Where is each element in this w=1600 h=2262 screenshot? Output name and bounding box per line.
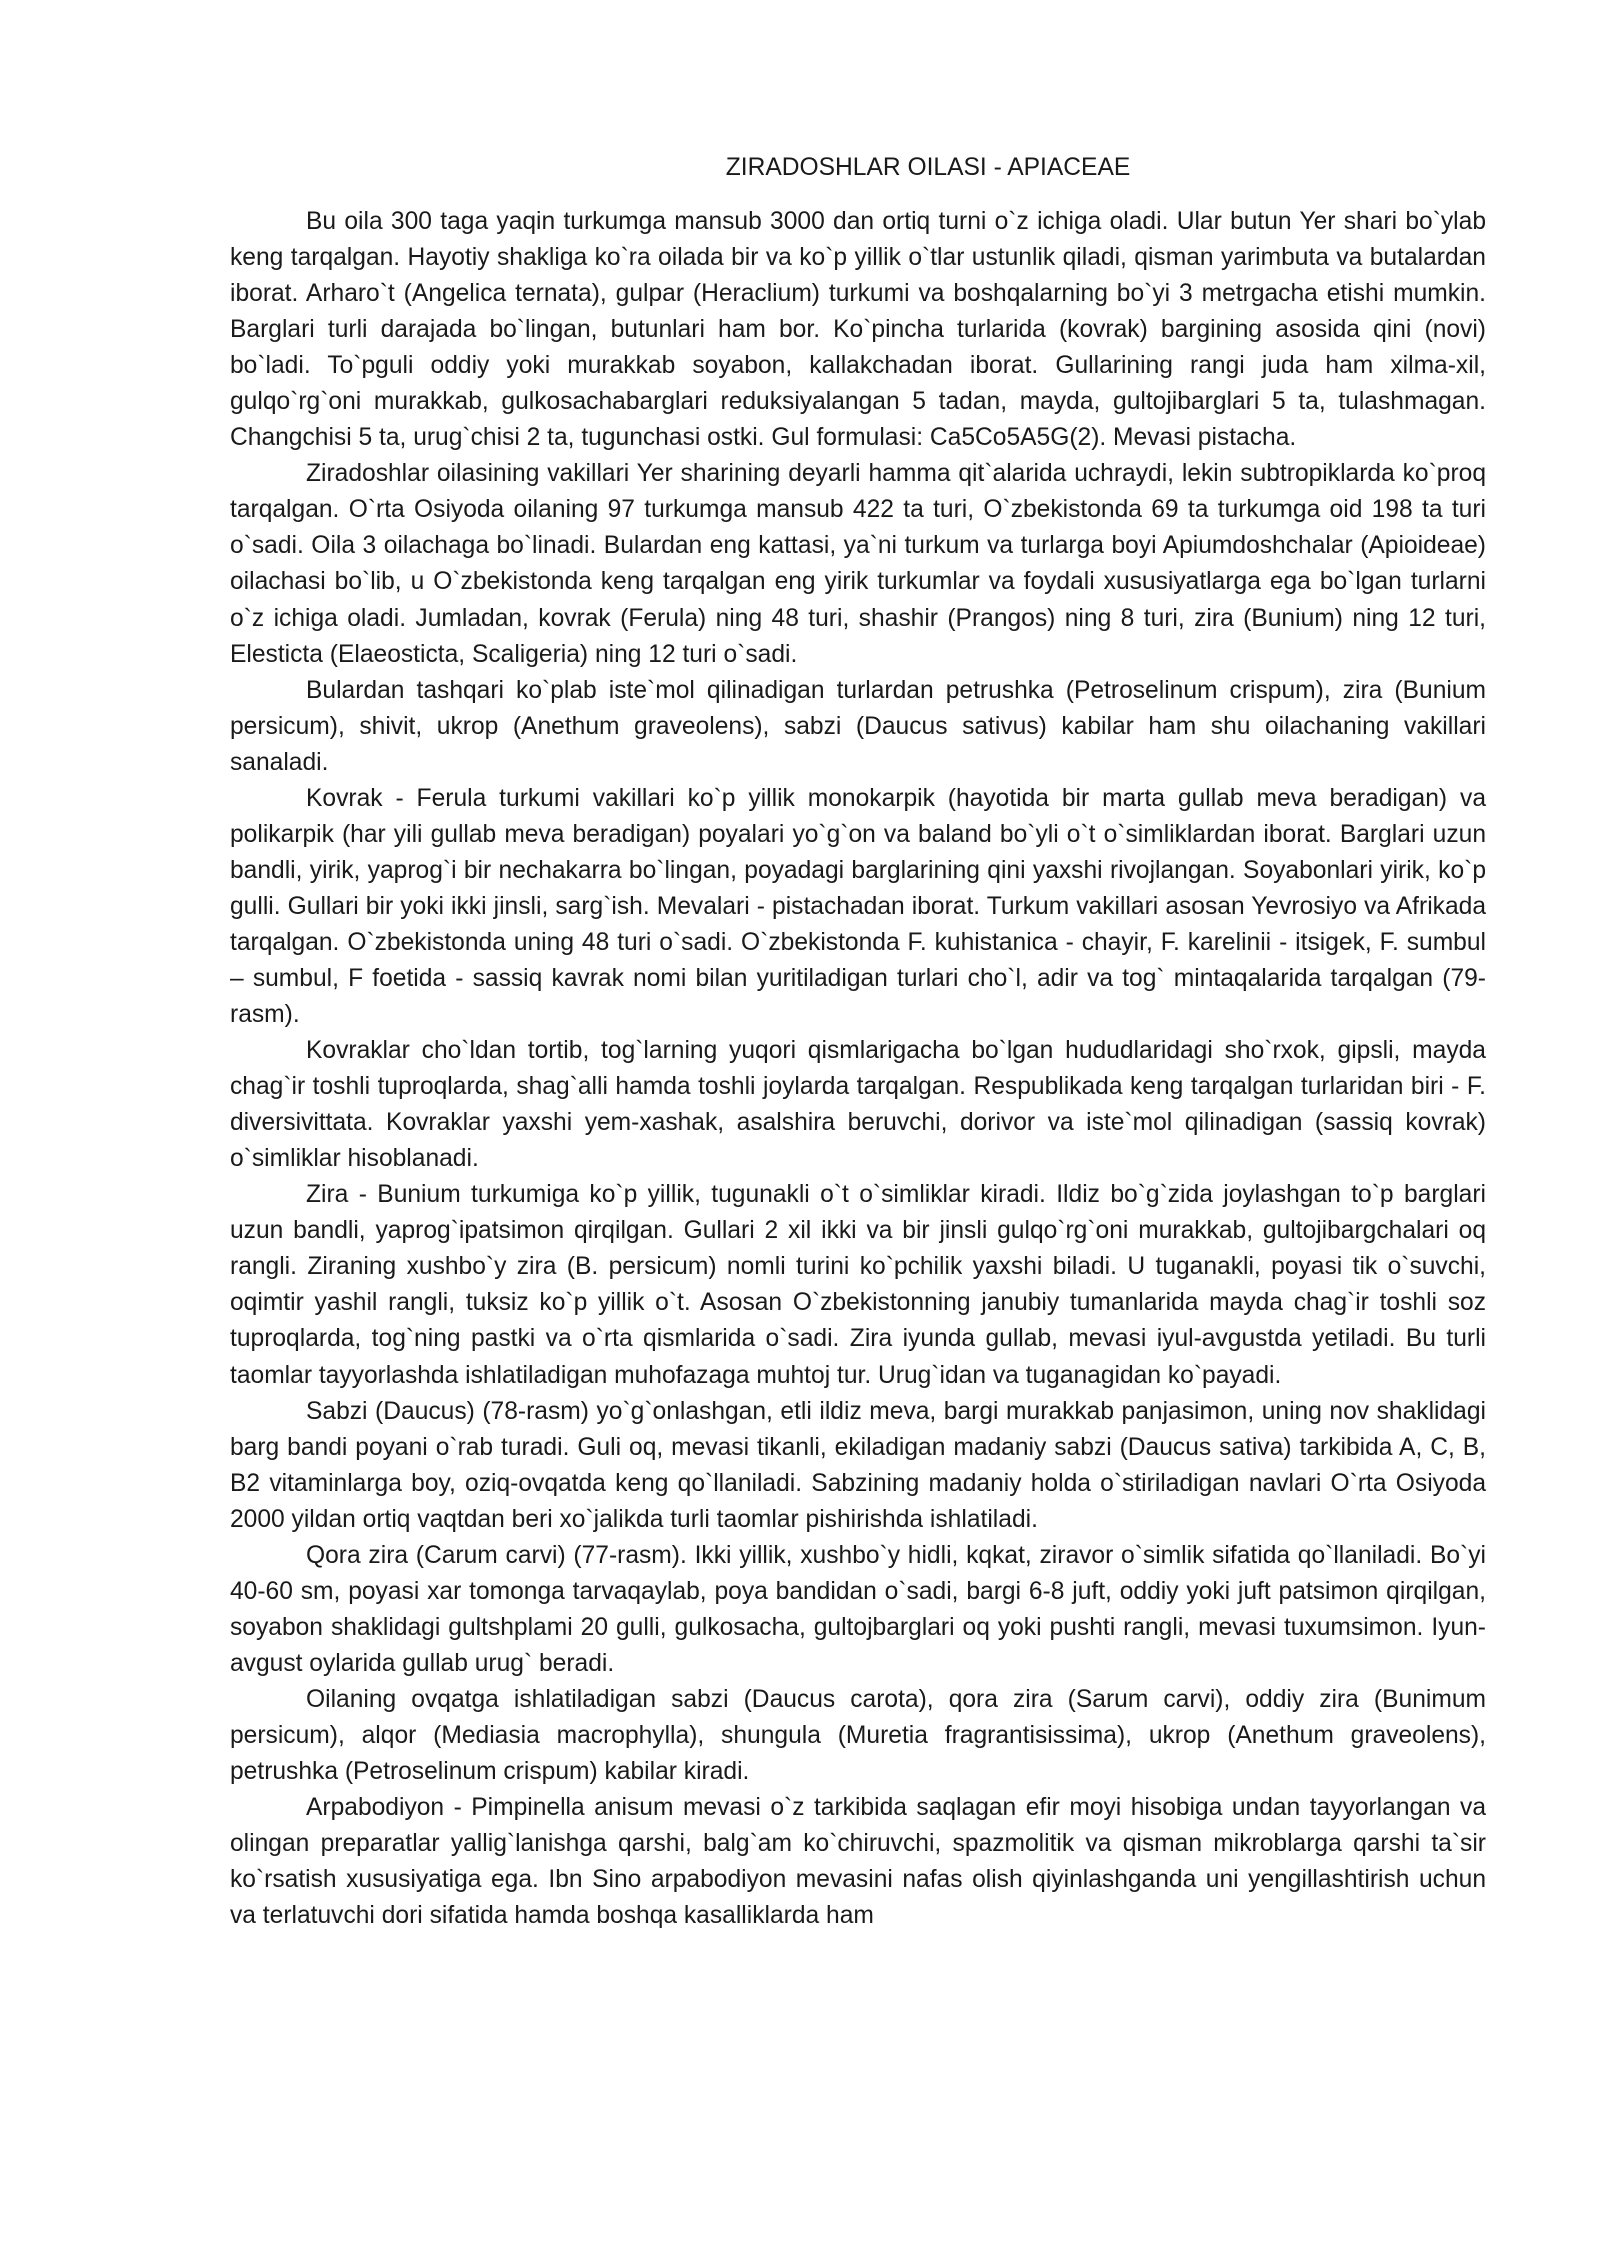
paragraph-pimpinella: Arpabodiyon - Pimpinella anisum mevasi o`z tarkibida saqlagan efir moyi hisobiga undan tayyorlangan va olingan preparatlar yallig`lanishga qarshi, balg`am ko`chiruvchi, spazmolitik va qisman mikroblarga qarshi ta`sir ko`rsatish xususiyatiga ega. Ibn Sino arpabodiyon mevasini nafas olish qiyinlashganda uni yengillashtirish uchun va terlatuvchi dori sifatida hamda boshqa kasalliklarda ham — [230, 1794, 1486, 1930]
paragraph-ferula: Kovrak - Ferula turkumi vakillari ko`p yillik monokarpik (hayotida bir marta gullab meva beradigan) va polikarpik (har yili gullab meva beradigan) poyalari yo`g`on va baland bo`yli o`t o`simliklardan iborat. Barglari uzun bandli, yirik, yaprog`i bir nechakarra bo`lingan, poyadagi barglarining qini yaxshi rivojlangan. Soyabonlari yirik, ko`p gulli. Gullari bir yoki ikki jinsli, sarg`ish. Mevalari - pistachadan iborat. Turkum vakillari asosan Yevrosiyo va Afrikada tarqalgan. O`zbekistonda uning 48 turi o`sadi. O`zbekistonda F. kuhistanica - chayir, F. karelinii - itsigek, F. sumbul – sumbul, F foetida - sassiq kavrak nomi bilan yuritiladigan turlari cho`l, adir va tog` mintaqalarida tarqalgan (79-rasm). — [230, 784, 1486, 1029]
page-title: ZIRADOSHLAR OILASI - APIACEAE — [725, 154, 1131, 181]
paragraph-bunium: Zira - Bunium turkumiga ko`p yillik, tugunakli o`t o`simliklar kiradi. Ildiz bo`g`zida joylashgan to`p barglari uzun bandli, yaprog`ipatsimon qirqilgan. Gullari 2 xil ikki va bir jinsli gulqo`rg`oni murakkab, gultojibargchalari oq rangli. Ziraning xushbo`y zira (B. persicum) nomli turini ko`pchilik yaxshi biladi. U tuganakli, poyasi tik o`suvchi, oqimtir yashil rangli, tuksiz ko`p yillik o`t. Asosan O`zbekistonning janubiy tumanlarida mayda chag`ir toshli soz tuproqlarda, tog`ning pastki va o`rta qismlarida o`sadi. Zira iyunda gullab, mevasi iyul-avgustda yetiladi. Bu turli taomlar tayyorlashda ishlatiladigan muhofazaga muhtoj tur. Urug`idan va tuganagidan ko`payadi. — [230, 1181, 1486, 1389]
paragraph-carum: Qora zira (Carum carvi) (77-rasm). Ikki yillik, xushbo`y hidli, kqkat, ziravor o`simlik sifatida qo`llaniladi. Bo`yi 40-60 sm, poyasi xar tomonga tarvaqaylab, poya bandidan o`sadi, bargi 6-8 juft, oddiy yoki juft patsimon qirqilgan, soyabon shaklidagi gultshplami 20 gulli, gulkosacha, gultojbarglari oq yoki pushti rangli, mevasi tuxumsimon. Iyun- avgust oylarida gullab urug` beradi. — [230, 1541, 1486, 1677]
paragraph-food-plants: Oilaning ovqatga ishlatiladigan sabzi (Daucus carota), qora zira (Sarum carvi), oddiy zira (Bunimum persicum), alqor (Mediasia macrophylla), shungula (Muretia fragrantisissima), ukrop (Anethum graveolens), petrushka (Petroselinum crispum) kabilar kiradi. — [230, 1685, 1486, 1786]
document-page — [230, 150, 1486, 1934]
paragraph-daucus: Sabzi (Daucus) (78-rasm) yo`g`onlashgan, etli ildiz meva, bargi murakkab panjasimon, uning nov shaklidagi barg bandi poyani o`rab turadi. Guli oq, mevasi tikanli, ekiladigan madaniy sabzi (Daucus sativa) tarkibida A, C, B, B2 vitaminlarga boy, oziq-ovqatda keng qo`llaniladi. Sabzining madaniy holda o`stiriladigan navlari O`rta Osiyoda 2000 yildan ortiq vaqtdan beri xo`jalikda turli taomlar pishirishda ishlatiladi. — [230, 1397, 1486, 1533]
paragraph-distribution: Ziradoshlar oilasining vakillari Yer sharining deyarli hamma qit`alarida uchraydi, lekin subtropiklarda ko`proq tarqalgan. O`rta Osiyoda oilaning 97 turkumga mansub 422 ta turi, O`zbekistonda 69 ta turkumga oid 198 ta turi o`sadi. Oila 3 oilachaga bo`linadi. Bulardan eng kattasi, ya`ni turkum va turlarga boyi Apiumdoshchalar (Apioideae) oilachasi bo`lib, u O`zbekistonda keng tarqalgan eng yirik turkumlar va foydali xususiyatlarga ega bo`lgan turlarni o`z ichiga oladi. Jumladan, kovrak (Ferula) ning 48 turi, shashir (Prangos) ning 8 turi, zira (Bunium) ning 12 turi, Elesticta (Elaeosticta, Scaligeria) ning 12 turi o`sadi. — [230, 460, 1486, 668]
paragraph-edible-species: Bulardan tashqari ko`plab iste`mol qilinadigan turlardan petrushka (Petroselinum crispum), zira (Bunium persicum), shivit, ukrop (Anethum graveolens), sabzi (Daucus sativus) kabilar ham shu oilachaning vakillari sanaladi. — [230, 676, 1486, 776]
paragraph-ferula-habitat: Kovraklar cho`ldan tortib, tog`larning yuqori qismlarigacha bo`lgan hududlaridagi sho`rxok, gipsli, mayda chag`ir toshli tuproqlarda, shag`alli hamda toshli joylarda tarqalgan. Respublikada keng tarqalgan turlaridan biri - F. diversivittata. Kovraklar yaxshi yem-xashak, asalshira beruvchi, dorivor va iste`mol qilinadigan (sassiq kovrak) o`simliklar hisoblanadi. — [230, 1037, 1486, 1173]
paragraph-family-overview: Bu oila 300 taga yaqin turkumga mansub 3000 dan ortiq turni o`z ichiga oladi. Ular butun Yer shari bo`ylab keng tarqalgan. Hayotiy shakliga ko`ra oilada bir va ko`p yillik o`tlar ustunlik qiladi, qisman yarimbuta va butalardan iborat. Arharo`t (Angelica ternata), gulpar (Heraclium) turkumi va boshqalarning bo`yi 3 metrgacha etishi mumkin. Barglari turli darajada bo`lingan, butunlari ham bor. Ko`pincha turlarida (kovrak) bargining asosida qini (novi) bo`ladi. To`pguli oddiy yoki murakkab soyabon, kallakchadan iborat. Gullarining rangi juda ham xilma-xil, gulqo`rg`oni murakkab, gulkosachabarglari reduksiyalangan 5 tadan, mayda, gultojibarglari 5 ta, tulashmagan. Changchisi 5 ta, urug`chisi 2 ta, tugunchasi ostki. Gul formulasi: Ca5Co5A5G(2). Mevasi pistacha. — [230, 208, 1486, 452]
